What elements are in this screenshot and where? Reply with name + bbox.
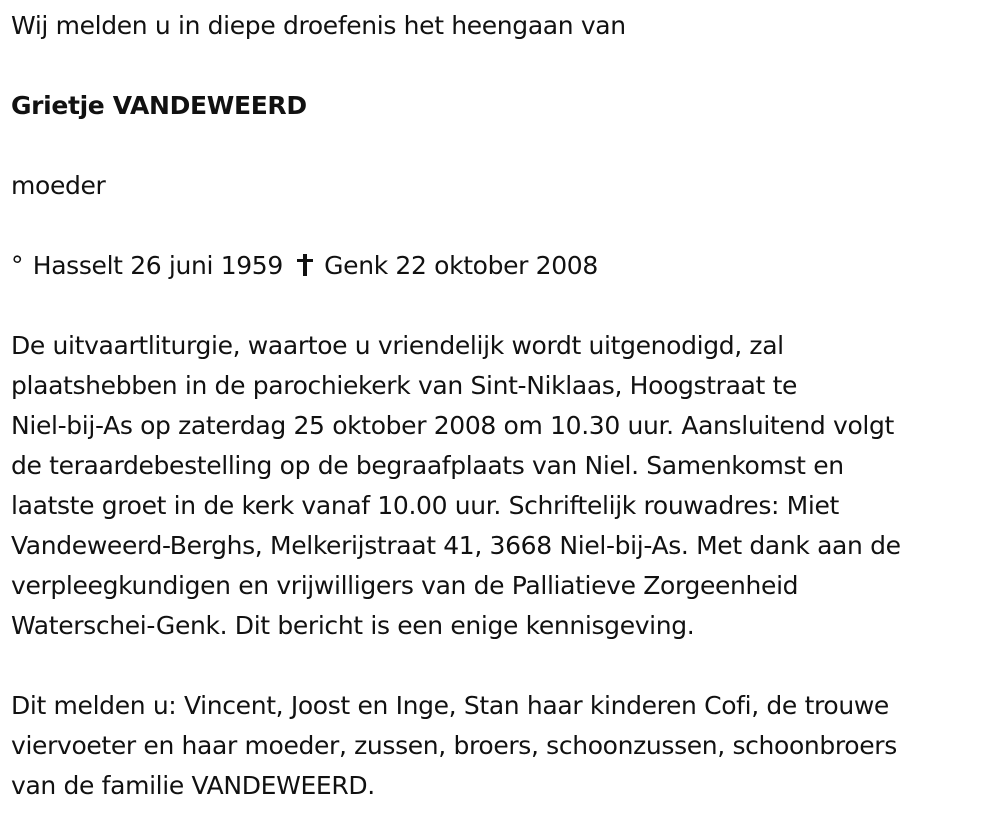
- paragraph-line: verpleegkundigen en vrijwilligers van de Palliatieve Zorgeenheid: [11, 571, 799, 600]
- paragraph-line: viervoeter en haar moeder, zussen, broers, schoonzussen, schoonbroers: [11, 731, 897, 760]
- paragraph-line: Dit melden u: Vincent, Joost en Inge, Stan haar kinderen Cofi, de trouwe: [11, 691, 889, 720]
- paragraph-line: de teraardebestelling op de begraafplaats van Niel. Samenkomst en: [11, 451, 844, 480]
- spacer: [11, 286, 991, 326]
- paragraph-line: Waterschei-Genk. Dit bericht is een enige kennisgeving.: [11, 611, 695, 640]
- paragraph-line: laatste groet in de kerk vanaf 10.00 uur. Schriftelijk rouwadres: Miet: [11, 491, 839, 520]
- spacer: [11, 46, 991, 86]
- spacer: [11, 646, 991, 686]
- paragraph-line: Vandeweerd-Berghs, Melkerijstraat 41, 3668 Niel-bij-As. Met dank aan de: [11, 531, 901, 560]
- paragraph-line: De uitvaartliturgie, waartoe u vriendelijk wordt uitgenodigd, zal: [11, 331, 784, 360]
- paragraph-line: Niel-bij-As op zaterdag 25 oktober 2008 om 10.30 uur. Aansluitend volgt: [11, 411, 894, 440]
- family-paragraph: [11, 686, 991, 806]
- ceremony-paragraph: [11, 326, 991, 646]
- notice-document: [11, 6, 991, 806]
- spacer: [11, 126, 991, 166]
- spacer: [11, 206, 991, 246]
- cross-icon: [297, 254, 313, 276]
- paragraph-line: plaatshebben in de parochiekerk van Sint-Niklaas, Hoogstraat te: [11, 371, 798, 400]
- deceased-name: Grietje VANDEWEERD: [11, 91, 307, 120]
- death-date: Genk 22 oktober 2008: [324, 251, 598, 280]
- relation: moeder: [11, 171, 106, 200]
- birth-date: Hasselt 26 juni 1959: [32, 251, 283, 280]
- paragraph-line: van de familie VANDEWEERD.: [11, 771, 375, 800]
- birth-symbol: °: [11, 251, 24, 280]
- intro-line: Wij melden u in diepe droefenis het heengaan van: [11, 11, 626, 40]
- dates-line: [11, 246, 991, 286]
